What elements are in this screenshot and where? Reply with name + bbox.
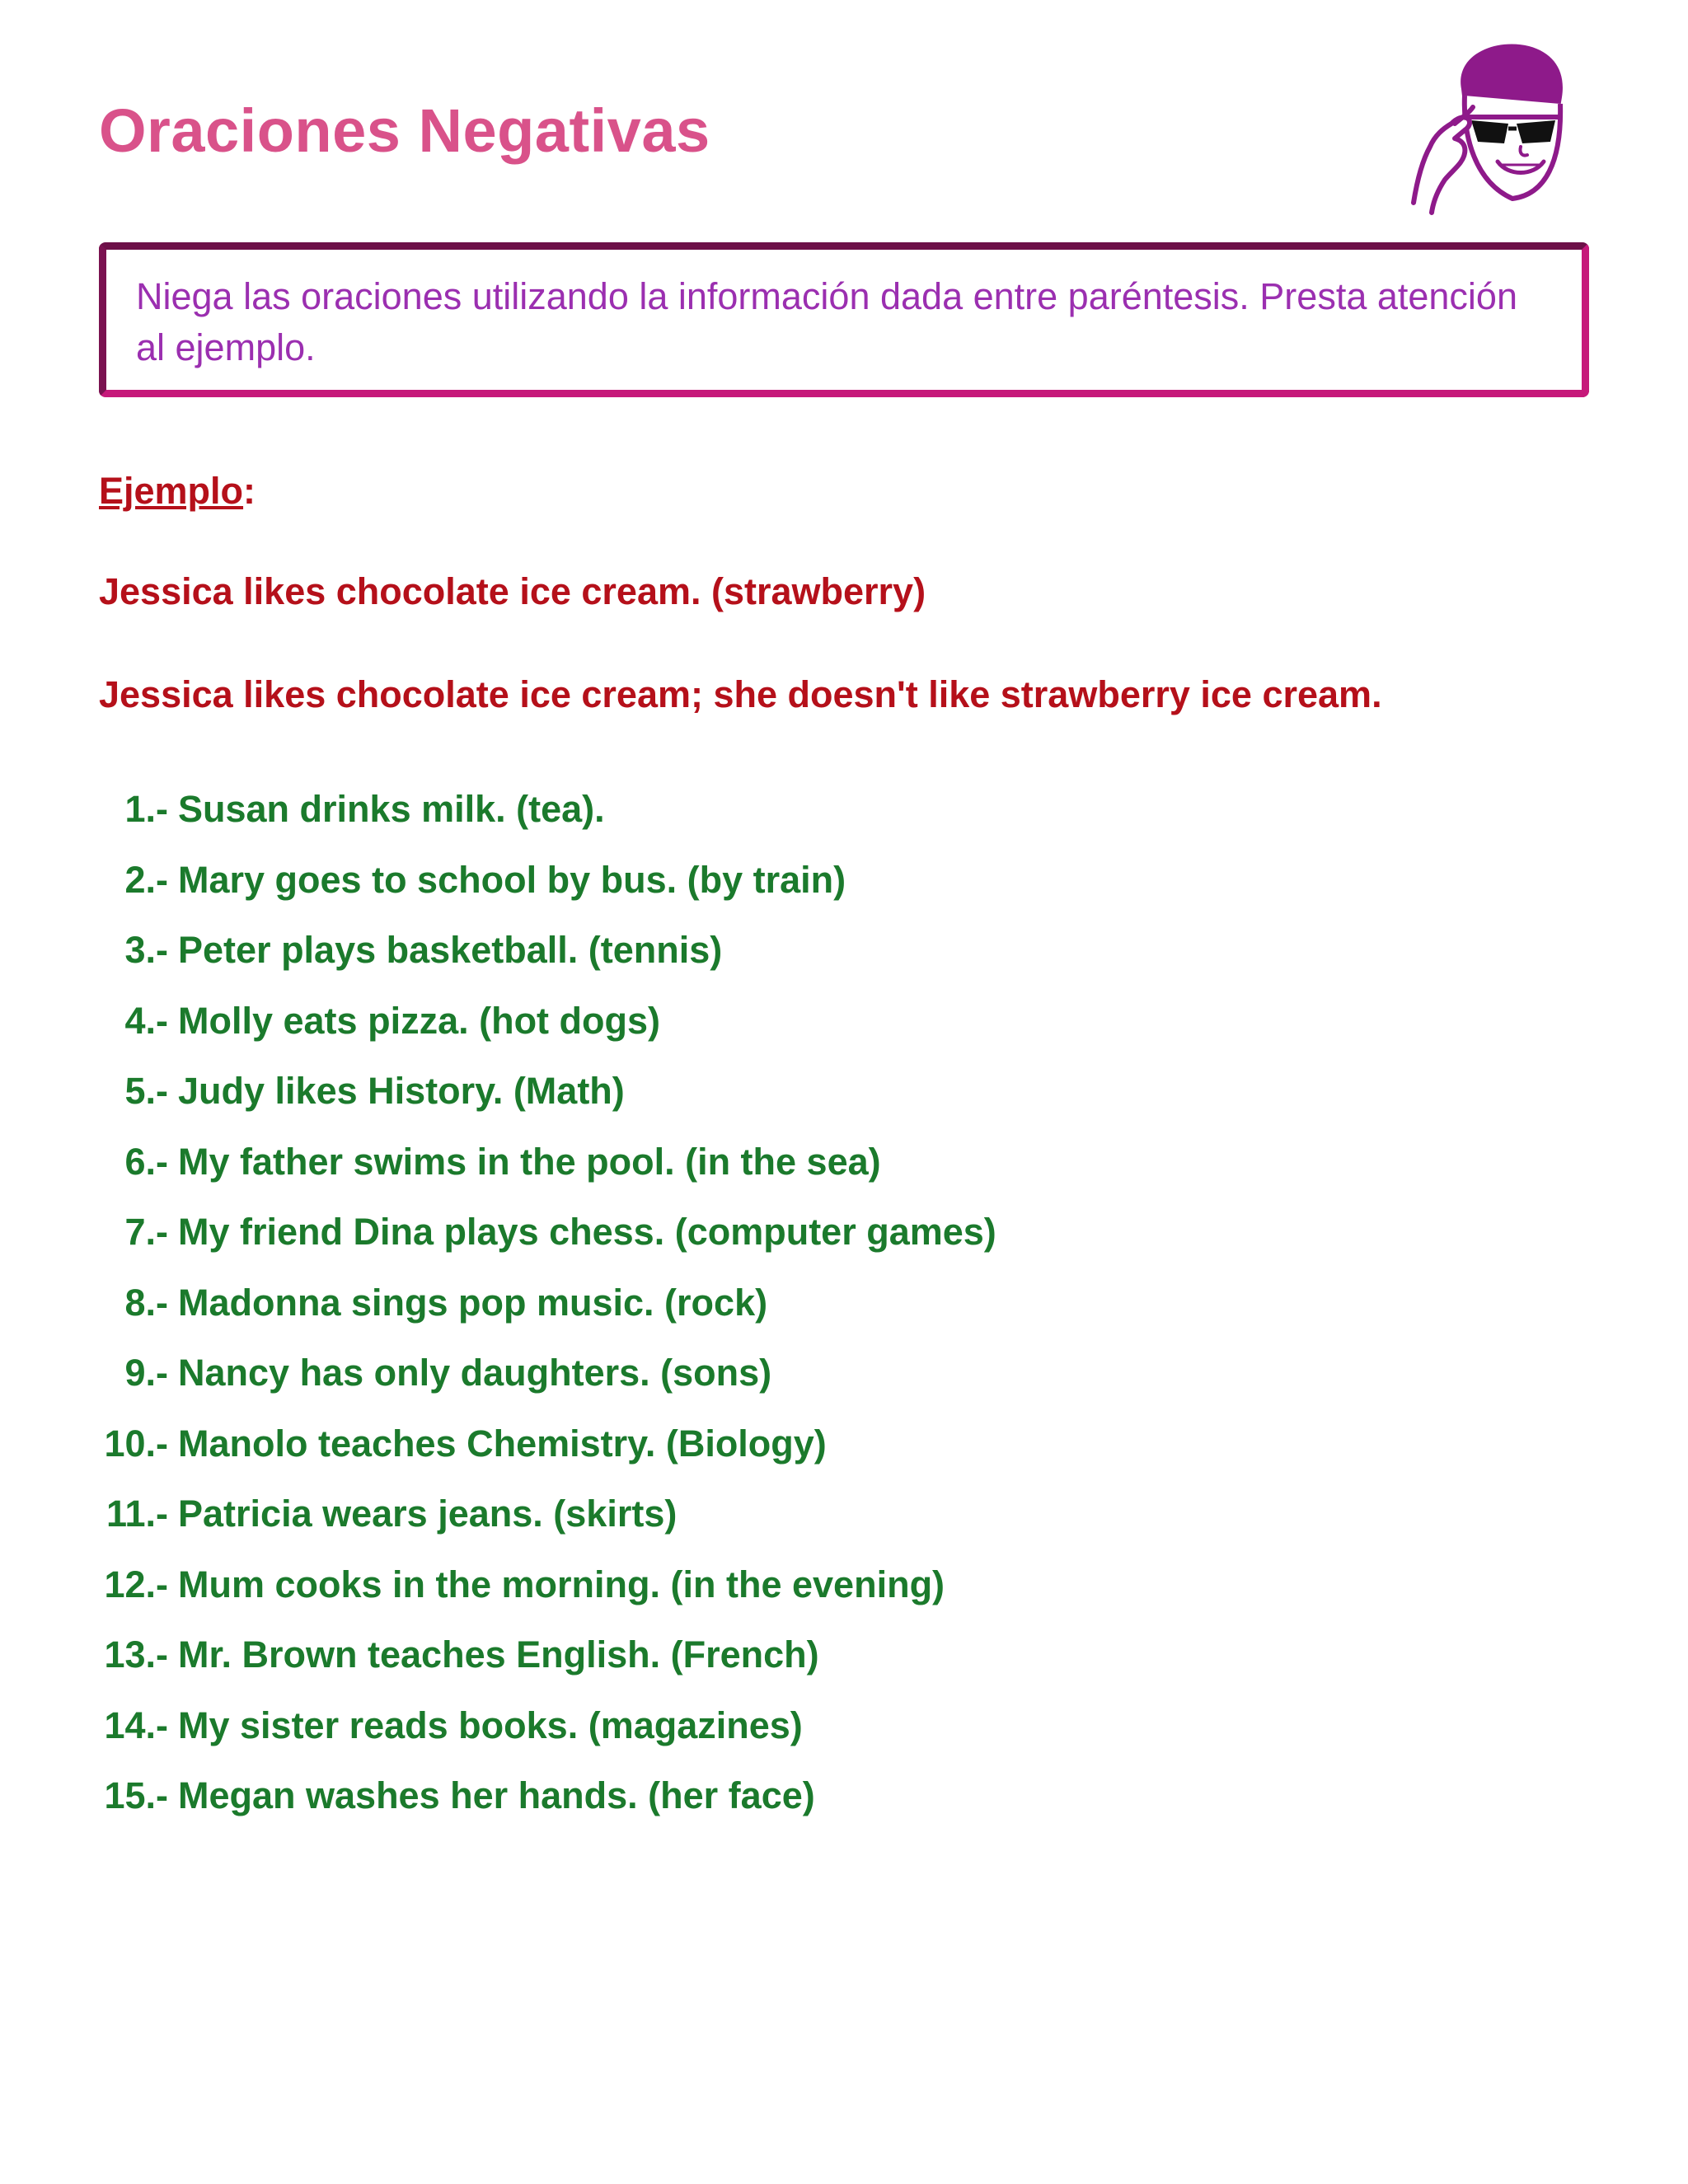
exercise-item <box>99 1491 996 1562</box>
exercise-sentence: Manolo teaches Chemistry. (Biology) <box>178 1422 827 1465</box>
exercise-item <box>99 1209 996 1280</box>
example-label: Ejemplo <box>99 470 244 512</box>
exercise-item <box>99 786 996 857</box>
instructions-box <box>99 242 1589 397</box>
exercise-number: 14.- <box>104 1704 168 1746</box>
exercise-item <box>99 1773 996 1844</box>
exercise-list <box>99 786 996 1844</box>
exercise-item <box>99 1068 996 1139</box>
exercise-number: 4.- <box>124 999 168 1042</box>
example-label-suffix: : <box>243 470 256 512</box>
exercise-sentence: Susan drinks milk. (tea). <box>178 788 605 830</box>
exercise-number: 3.- <box>124 929 168 971</box>
exercise-sentence: My friend Dina plays chess. (computer games) <box>178 1211 996 1253</box>
mascot-thinking-person-icon <box>1397 38 1578 215</box>
exercise-item <box>99 1350 996 1421</box>
example-answer: Jessica likes chocolate ice cream; she doesn't like strawberry ice cream. <box>99 673 1382 715</box>
exercise-sentence: Peter plays basketball. (tennis) <box>178 929 723 971</box>
exercise-item <box>99 927 996 998</box>
exercise-item <box>99 1632 996 1703</box>
exercise-number: 2.- <box>124 858 168 901</box>
exercise-item <box>99 1139 996 1210</box>
exercise-sentence: My father swims in the pool. (in the sea) <box>178 1140 881 1183</box>
exercise-sentence: My sister reads books. (magazines) <box>178 1704 803 1746</box>
exercise-number: 10.- <box>104 1422 168 1465</box>
example-sentence: Jessica likes chocolate ice cream. (strawberry) <box>99 570 926 612</box>
exercise-number: 13.- <box>104 1633 168 1675</box>
exercise-item <box>99 857 996 928</box>
exercise-item <box>99 1421 996 1492</box>
exercise-number: 9.- <box>124 1352 168 1394</box>
exercise-number: 6.- <box>124 1140 168 1183</box>
exercise-item <box>99 1703 996 1774</box>
exercise-item <box>99 1562 996 1633</box>
exercise-number: 15.- <box>104 1774 168 1816</box>
exercise-number: 7.- <box>124 1211 168 1253</box>
exercise-sentence: Mum cooks in the morning. (in the evening) <box>178 1563 945 1605</box>
exercise-number: 8.- <box>124 1281 168 1324</box>
exercise-sentence: Mary goes to school by bus. (by train) <box>178 858 846 901</box>
exercise-number: 5.- <box>124 1070 168 1112</box>
page-title: Oraciones Negativas <box>99 96 710 165</box>
exercise-item <box>99 998 996 1069</box>
exercise-number: 12.- <box>104 1563 168 1605</box>
exercise-sentence: Judy likes History. (Math) <box>178 1070 625 1112</box>
exercise-sentence: Madonna sings pop music. (rock) <box>178 1281 768 1324</box>
exercise-number: 11.- <box>106 1493 168 1535</box>
exercise-item <box>99 1280 996 1351</box>
exercise-number: 1.- <box>124 788 168 830</box>
exercise-sentence: Molly eats pizza. (hot dogs) <box>178 999 661 1042</box>
exercise-sentence: Nancy has only daughters. (sons) <box>178 1352 772 1394</box>
exercise-sentence: Mr. Brown teaches English. (French) <box>178 1633 819 1675</box>
example-heading <box>99 468 256 514</box>
instructions-text: Niega las oraciones utilizando la información dada entre paréntesis. Presta atención al ejemplo. <box>136 275 1517 368</box>
exercise-sentence: Megan washes her hands. (her face) <box>178 1774 815 1816</box>
exercise-sentence: Patricia wears jeans. (skirts) <box>178 1493 678 1535</box>
